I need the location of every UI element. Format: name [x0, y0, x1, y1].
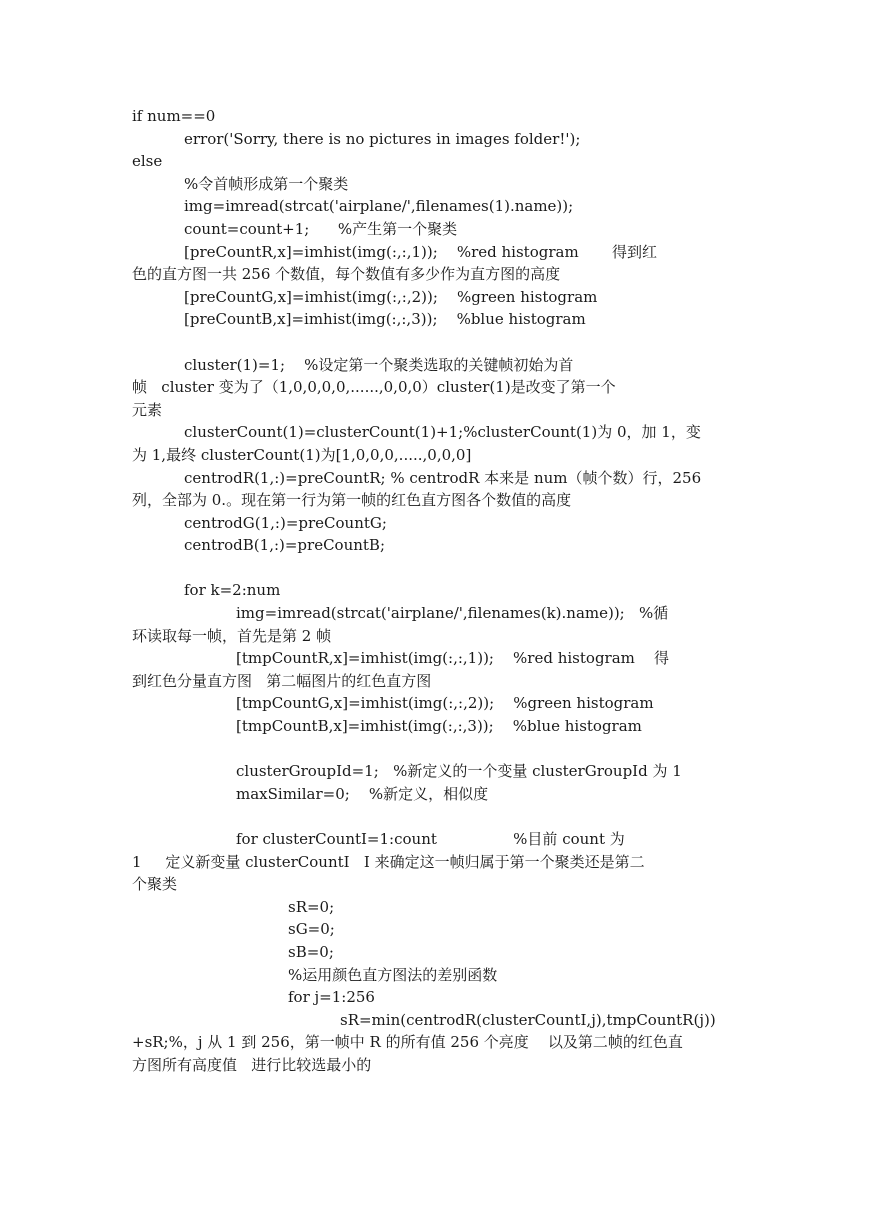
code-line: sG=0; — [288, 920, 335, 939]
code-comment: %令首帧形成第一个聚类 — [184, 174, 349, 193]
code-line: sR=min(centrodR(clusterCountI,j),tmpCountR(j)) — [340, 1010, 716, 1029]
code-line: maxSimilar=0; %新定义，相似度 — [236, 784, 489, 803]
code-line: centrodG(1,:)=preCountG; — [184, 513, 387, 532]
code-comment: %运用颜色直方图法的差别函数 — [288, 965, 498, 984]
code-line: centrodR(1,:)=preCountR; % centrodR 本来是 num（帧个数）行，256 — [184, 468, 702, 487]
code-line: for clusterCountI=1:count %目前 count 为 — [236, 830, 625, 848]
code-line: else — [132, 152, 163, 171]
code-line-wrap: 为 1,最终 clusterCount(1)为[1,0,0,0,.....,0,0,0] — [132, 445, 472, 464]
code-line: [preCountR,x]=imhist(img(:,:,1)); %red histogram 得到红 — [184, 242, 658, 261]
code-line: [tmpCountB,x]=imhist(img(:,:,3)); %blue histogram — [236, 717, 642, 736]
code-line: sB=0; — [288, 942, 334, 961]
code-line: for k=2:num — [184, 581, 281, 600]
code-line-wrap: 个聚类 — [132, 875, 178, 894]
code-line: cluster(1)=1; %设定第一个聚类选取的关键帧初始为首 — [184, 355, 574, 374]
code-line-wrap: 方图所有高度值 进行比较选最小的 — [132, 1055, 372, 1074]
code-line: clusterGroupId=1; %新定义的一个变量 clusterGroupId 为 1 — [236, 762, 682, 781]
blank-line — [132, 331, 738, 354]
code-line: [preCountB,x]=imhist(img(:,:,3)); %blue histogram — [184, 310, 586, 329]
code-line: [tmpCountG,x]=imhist(img(:,:,2)); %green histogram — [236, 694, 654, 713]
code-line-wrap: 到红色分量直方图 第二幅图片的红色直方图 — [132, 671, 432, 690]
code-line-wrap: 1 定义新变量 clusterCountI I 来确定这一帧归属于第一个聚类还是第二 — [132, 852, 645, 871]
code-line-wrap: 元素 — [132, 400, 163, 419]
blank-line — [132, 805, 738, 828]
blank-line — [132, 557, 738, 580]
code-line: if num==0 — [132, 107, 216, 125]
code-line: centrodB(1,:)=preCountB; — [184, 536, 386, 555]
code-line-wrap: 色的直方图一共 256 个数值，每个数值有多少作为直方图的高度 — [132, 265, 561, 284]
code-line: count=count+1; %产生第一个聚类 — [184, 219, 458, 238]
code-listing — [132, 105, 738, 1077]
code-line-wrap: 环读取每一帧，首先是第 2 帧 — [132, 626, 332, 645]
code-line: for j=1:256 — [288, 988, 375, 1007]
code-line: img=imread(strcat('airplane/',filenames(1).name)); — [184, 197, 574, 216]
code-line: [preCountG,x]=imhist(img(:,:,2)); %green histogram — [184, 287, 598, 306]
code-line: error('Sorry, there is no pictures in images folder!'); — [184, 129, 581, 148]
code-line: clusterCount(1)=clusterCount(1)+1;%clusterCount(1)为 0，加 1，变 — [184, 423, 701, 442]
code-line: sR=0; — [288, 897, 335, 916]
code-line: img=imread(strcat('airplane/',filenames(k).name)); %循 — [236, 604, 669, 623]
blank-line — [132, 738, 738, 761]
code-line-wrap: 帧 cluster 变为了（1,0,0,0,0,......,0,0,0）cluster(1)是改变了第一个 — [132, 378, 616, 397]
code-line-wrap: +sR;%，j 从 1 到 256，第一帧中 R 的所有值 256 个亮度 以及第二帧的红色直 — [132, 1033, 683, 1052]
code-line: [tmpCountR,x]=imhist(img(:,:,1)); %red histogram 得 — [236, 649, 669, 668]
code-line-wrap: 列，全部为 0.。现在第一行为第一帧的红色直方图各个数值的高度 — [132, 491, 572, 510]
